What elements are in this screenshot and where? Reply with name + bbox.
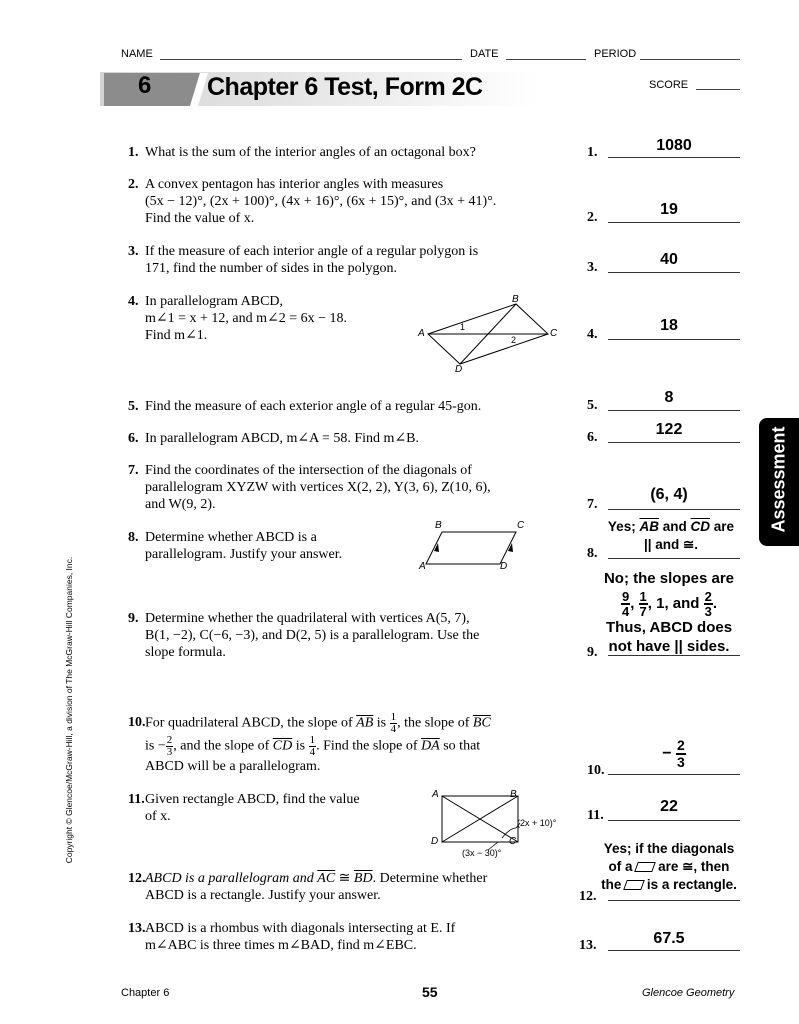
question-1: 1. What is the sum of the interior angles of an octagonal box? — [128, 145, 476, 160]
answer-line-8[interactable] — [608, 558, 740, 559]
page-number: 55 — [422, 984, 438, 1000]
name-line[interactable] — [160, 59, 462, 60]
score-line[interactable] — [696, 89, 740, 90]
answer-4: 18 — [660, 317, 678, 334]
answer-7: (6, 4) — [650, 486, 688, 503]
answer-num-4: 4. — [587, 327, 598, 342]
question-2: 2. A convex pentagon has interior angles with measures (5x − 12)°, (2x + 100)°, (4x + 16)°, (6x + 15)°, and (3x + 41)°. Find the value of x. — [128, 177, 497, 226]
q11-label-a: A — [432, 789, 439, 800]
diagram-q4-parallelogram — [412, 292, 564, 378]
answer-num-9: 9. — [587, 645, 598, 660]
question-6: 6. In parallelogram ABCD, m∠A = 58. Find m∠B. — [128, 431, 420, 446]
q8-label-c: C — [517, 520, 525, 531]
q4-label-a: A — [418, 328, 425, 339]
answer-line-6[interactable] — [608, 442, 740, 443]
date-line[interactable] — [506, 59, 586, 60]
answer-line-10[interactable] — [608, 774, 740, 775]
q4-label-b: B — [512, 294, 519, 305]
answer-line-7[interactable] — [608, 509, 740, 510]
answer-line-5[interactable] — [608, 410, 740, 411]
answer-num-5: 5. — [587, 398, 598, 413]
parallelogram-icon — [623, 880, 645, 890]
score-label: SCORE — [649, 79, 689, 91]
q8-label-b: B — [435, 520, 442, 531]
chapter-number: 6 — [138, 72, 152, 99]
answer-num-10: 10. — [587, 763, 605, 778]
parallelogram-icon — [635, 862, 657, 872]
question-10: 10. For quadrilateral ABCD, the slope of $\overline{AB}$ is $\frac{1}{4}$ , the slope of $\overline{BC}$ is − $\frac{2}{3}$ , and the slope of $\overline{CD}$ is $\frac{1}{4}$ . Find the slope of $\overline{DA}$ so that ABCD will be a parallelogram. — [128, 711, 491, 774]
answer-num-7: 7. — [587, 497, 598, 512]
answer-13: 67.5 — [653, 930, 685, 947]
q8-label-d: D — [500, 561, 508, 572]
answer-3: 40 — [660, 251, 678, 268]
question-13: 13. ABCD is a rhombus with diagonals intersecting at E. If m∠ABC is three times m∠BAD, find m∠EBC. — [128, 921, 456, 953]
q4-label-c: C — [550, 328, 558, 339]
q4-label-d: D — [455, 364, 463, 375]
answer-num-11: 11. — [587, 808, 604, 823]
question-12: 12. ABCD is a parallelogram and $\overline{AC}$ ≅ $\overline{BD}$. Determine whether ABCD is a rectangle. Justify your answer. — [128, 871, 488, 903]
answer-num-1: 1. — [587, 145, 598, 160]
q11-expr-2: (3x − 30)° — [462, 848, 502, 858]
answer-num-2: 2. — [587, 210, 598, 225]
answer-num-3: 3. — [587, 260, 598, 275]
q8-label-a: A — [419, 561, 426, 572]
answer-2: 19 — [660, 201, 678, 218]
assessment-tab-label: Assessment — [768, 426, 789, 533]
answer-line-4[interactable] — [608, 339, 740, 340]
question-4: 4. In parallelogram ABCD, m∠1 = x + 12, and m∠2 = 6x − 18. Find m∠1. — [128, 294, 348, 343]
page-title: Chapter 6 Test, Form 2C — [207, 73, 483, 101]
answer-num-8: 8. — [587, 546, 598, 561]
question-8: 8. Determine whether ABCD is a parallelogram. Justify your answer. — [128, 530, 343, 562]
answer-line-1[interactable] — [608, 157, 740, 158]
q11-expr-1: (2x + 10)° — [517, 818, 557, 828]
answer-line-2[interactable] — [608, 222, 740, 223]
q4-angle-2: 2 — [511, 335, 517, 345]
answer-num-6: 6. — [587, 430, 598, 445]
q4-angle-1: 1 — [460, 322, 466, 332]
answer-line-12[interactable] — [608, 900, 740, 901]
q11-label-d: D — [431, 836, 439, 847]
question-9: 9. Determine whether the quadrilateral with vertices A(5, 7), B(1, −2), C(−6, −3), and D(2, 5) is a parallelogram. Use the slope formula. — [128, 611, 480, 660]
question-3: 3. If the measure of each interior angle of a regular polygon is 171, find the number of sides in the polygon. — [128, 244, 479, 276]
answer-12: Yes; if the diagonals of a are ≅, then the is a rectangle. — [601, 841, 737, 892]
answer-11: 22 — [660, 798, 678, 815]
name-label: NAME — [121, 48, 153, 60]
answer-line-3[interactable] — [608, 272, 740, 273]
period-line[interactable] — [640, 59, 740, 60]
answer-line-13[interactable] — [608, 950, 740, 951]
footer-book-title: Glencoe Geometry — [642, 987, 735, 999]
q11-label-b: B — [510, 789, 517, 800]
answer-num-13: 13. — [579, 938, 597, 953]
footer-chapter: Chapter 6 — [121, 987, 170, 999]
copyright-text: Copyright © Glencoe/McGraw-Hill, a division of The McGraw-Hill Companies, Inc. — [64, 556, 74, 864]
answer-10: − $\frac{2}{3}$ — [662, 737, 685, 770]
date-label: DATE — [470, 48, 499, 60]
answer-5: 8 — [664, 389, 674, 406]
question-11: 11. Given rectangle ABCD, find the value of x. — [128, 792, 360, 824]
answer-8: Yes; $\overline{AB}$ and $\overline{CD}$ are || and ≅. — [607, 519, 735, 552]
answer-num-12: 12. — [579, 889, 597, 904]
q11-label-c: C — [509, 836, 517, 847]
period-label: PERIOD — [594, 48, 637, 60]
question-5: 5. Find the measure of each exterior angle of a regular 45-gon. — [128, 399, 482, 414]
question-7: 7. Find the coordinates of the intersection of the diagonals of parallelogram XYZW with vertices X(2, 2), Y(3, 6), Z(10, 6), and W(9, 2). — [128, 463, 491, 512]
answer-9: No; the slopes are $\frac{9}{4}$ , $\frac{1}{7}$ , 1, and $\frac{2}{3}$ . Thus, ABCD does not have || sides. — [603, 570, 735, 655]
answer-line-11[interactable] — [608, 820, 740, 821]
answer-1: 1080 — [656, 137, 692, 154]
answer-6: 122 — [655, 421, 683, 438]
